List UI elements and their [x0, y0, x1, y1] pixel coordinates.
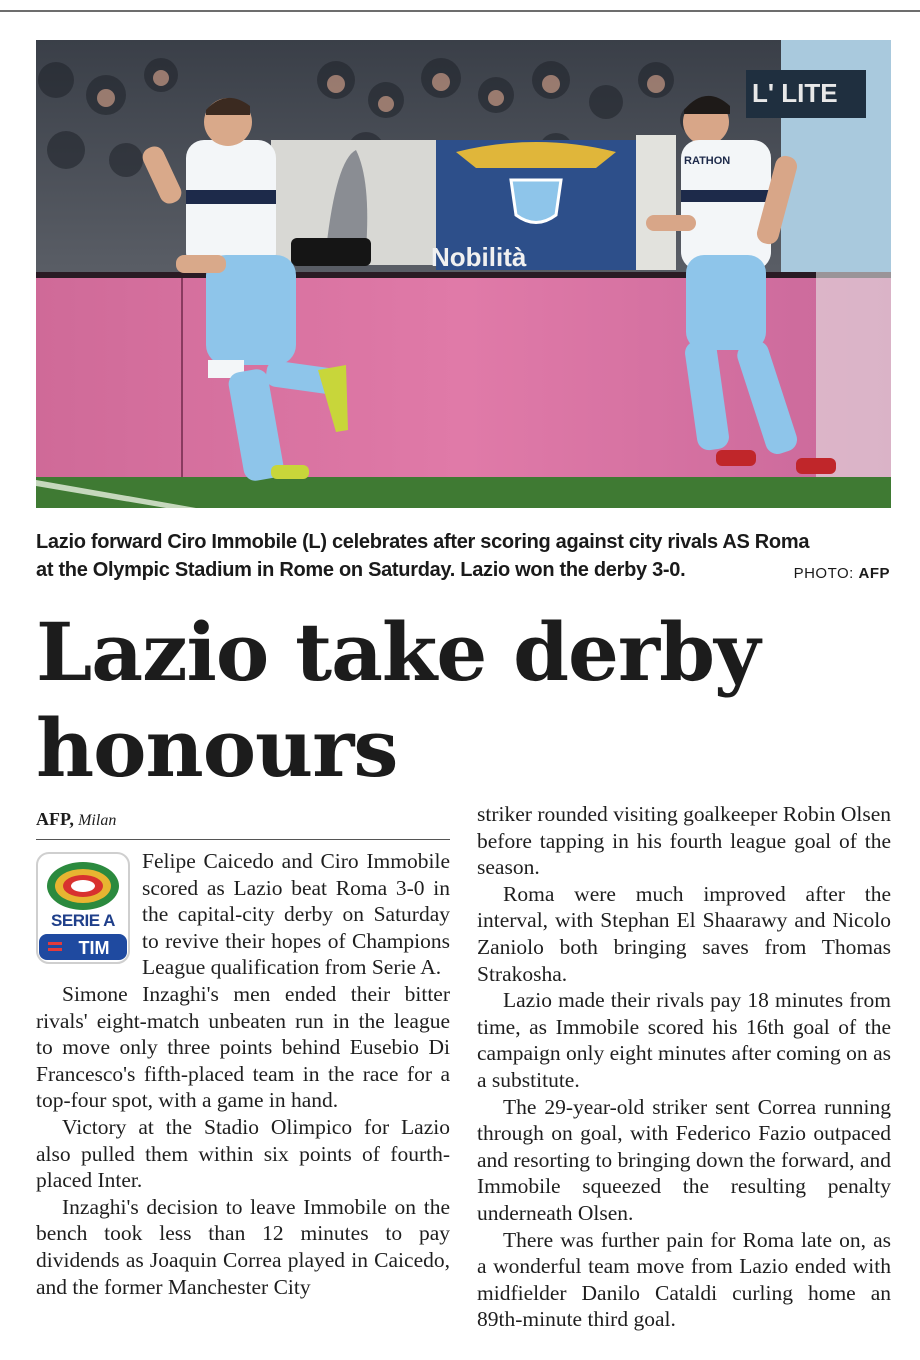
paragraph: Inzaghi's decision to leave Immobile on the bench took less than 12 minutes to pay dividends as Joaquin Correa played in Caicedo, and the former Manchester City: [36, 1194, 450, 1299]
paragraph: Felipe Caicedo and Ciro Immobile scored as Lazio beat Roma 3-0 in the capital-city derby on Saturday to revive their hopes of Champions League qualification from Serie A.: [142, 849, 450, 980]
credit-agency: AFP: [858, 565, 890, 582]
photo-caption: [36, 528, 892, 584]
article-column-right: [477, 801, 891, 1333]
headline-line-2: honours: [36, 701, 398, 795]
photo-credit: [794, 565, 890, 582]
caption-line-2: at the Olympic Stadium in Rome on Saturday. Lazio won the derby 3-0.: [36, 559, 686, 581]
logo-serie-a-text: SERIE A: [51, 911, 115, 930]
headline-line-1: Lazio take derby: [36, 605, 760, 699]
paragraph: The 29-year-old striker sent Correa running through on goal, with Federico Fazio outpaced and resorting to bringing down the forward, and Immobile squeezed the resulting penalty underneath Olsen.: [477, 1094, 891, 1225]
caption-line-1: Lazio forward Ciro Immobile (L) celebrates after scoring against city rivals AS Roma: [36, 531, 810, 553]
byline-agency: AFP,: [36, 809, 74, 829]
match-photo: [36, 40, 891, 508]
serie-a-tim-logo: [36, 852, 130, 964]
paragraph: Simone Inzaghi's men ended their bitter rivals' eight-match unbeaten run in the league to move only three points behind Eusebio Di Francesco's fifth-placed team in the race for a top-four spot, with a game in hand.: [36, 981, 450, 1113]
paragraph: striker rounded visiting goalkeeper Robin Olsen before tapping in his fourth league goal of the season.: [477, 802, 891, 880]
paragraph: Roma were much improved after the interval, with Stephan El Shaarawy and Nicolo Zaniolo both bringing saves from Thomas Strakosha.: [477, 881, 891, 986]
byline-place: Milan: [78, 812, 117, 829]
byline: [36, 808, 450, 840]
top-rule: [0, 10, 920, 12]
board-text: L' LITE: [752, 78, 838, 108]
logo-tim-text: TIM: [78, 938, 110, 958]
credit-label: PHOTO:: [793, 565, 854, 582]
paragraph: There was further pain for Roma late on, as a wonderful team move from Lazio ended with midfielder Danilo Cataldi curling home an 89th-minute third goal.: [477, 1227, 891, 1332]
banner-text: Nobilità: [431, 242, 527, 272]
paragraph: Victory at the Stadio Olimpico for Lazio also pulled them within six points of fourth-placed Inter.: [36, 1114, 450, 1193]
headline: [36, 604, 896, 796]
article-column-left: [36, 848, 450, 1300]
paragraph: Lazio made their rivals pay 18 minutes from time, as Immobile scored his 16th goal of the campaign only eight minutes after coming on as a substitute.: [477, 988, 891, 1092]
shirt-text: RATHON: [684, 155, 731, 167]
